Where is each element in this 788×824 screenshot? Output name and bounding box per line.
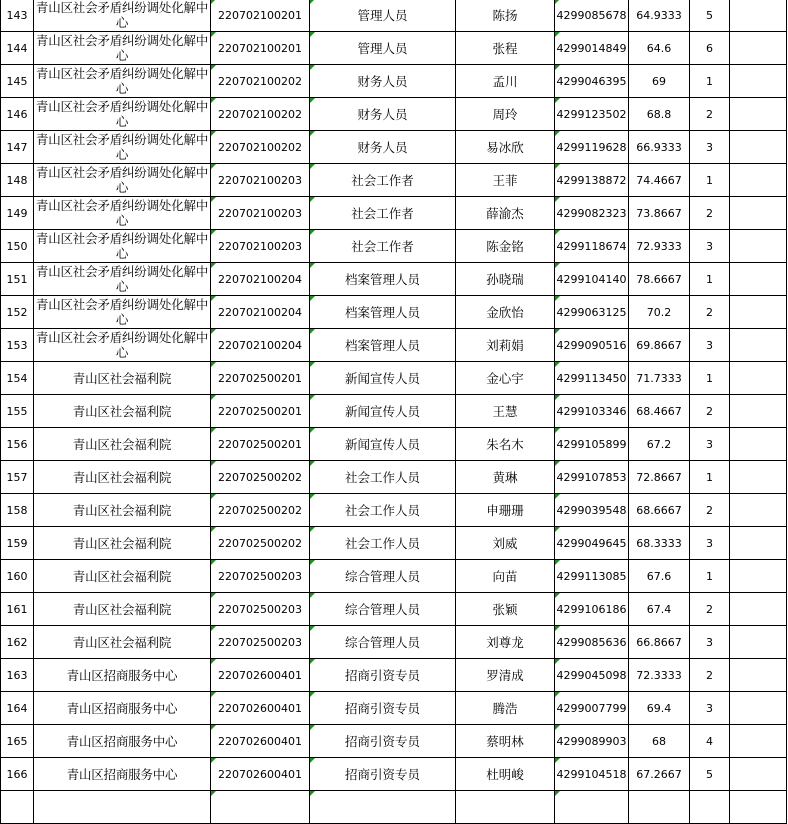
cell-extra[interactable] (730, 164, 787, 197)
cell-name[interactable]: 杜明峻 (456, 758, 555, 791)
table-row (1, 659, 787, 692)
cell-ticket[interactable] (555, 791, 629, 824)
cell-org[interactable] (34, 791, 211, 824)
cell-extra[interactable] (730, 659, 787, 692)
cell-position[interactable]: 管理人员 (310, 0, 456, 32)
cell-extra[interactable] (730, 0, 787, 32)
cell-org[interactable]: 青山区社会矛盾纠纷调处化解中心 (34, 164, 211, 197)
cell-ticket[interactable]: 4299085678 (555, 0, 629, 32)
cell-position[interactable]: 综合管理人员 (310, 593, 456, 626)
cell-ticket[interactable]: 4299082323 (555, 197, 629, 230)
cell-code[interactable]: 220702100201 (211, 32, 310, 65)
table-row (1, 197, 787, 230)
cell-org[interactable]: 青山区招商服务中心 (34, 659, 211, 692)
cell-extra[interactable] (730, 329, 787, 362)
cell-position[interactable]: 招商引资专员 (310, 692, 456, 725)
cell-ticket[interactable]: 4299063125 (555, 296, 629, 329)
cell-extra[interactable] (730, 296, 787, 329)
table-row (1, 263, 787, 296)
cell-extra[interactable] (730, 461, 787, 494)
cell-rank[interactable]: 3 (690, 230, 730, 263)
cell-name[interactable]: 刘威 (456, 527, 555, 560)
cell-name[interactable]: 腾浩 (456, 692, 555, 725)
cell-num[interactable]: 151 (1, 263, 34, 296)
cell-name[interactable]: 王慧 (456, 395, 555, 428)
table-row (1, 98, 787, 131)
cell-name[interactable]: 孟川 (456, 65, 555, 98)
cell-rank[interactable]: 2 (690, 593, 730, 626)
cell-position[interactable]: 财务人员 (310, 98, 456, 131)
cell-num[interactable]: 146 (1, 98, 34, 131)
cell-name[interactable]: 朱名木 (456, 428, 555, 461)
cell-org[interactable]: 青山区社会福利院 (34, 494, 211, 527)
cell-name[interactable]: 张程 (456, 32, 555, 65)
cell-ticket[interactable]: 4299039548 (555, 494, 629, 527)
cell-position[interactable]: 社会工作者 (310, 197, 456, 230)
cell-position[interactable]: 财务人员 (310, 131, 456, 164)
table-row (1, 527, 787, 560)
cell-num[interactable]: 161 (1, 593, 34, 626)
cell-name[interactable]: 黄琳 (456, 461, 555, 494)
cell-extra[interactable] (730, 560, 787, 593)
cell-score[interactable]: 69.4 (629, 692, 690, 725)
cell-ticket[interactable]: 4299138872 (555, 164, 629, 197)
cell-name[interactable]: 向苗 (456, 560, 555, 593)
cell-extra[interactable] (730, 263, 787, 296)
table-row (1, 230, 787, 263)
cell-score[interactable]: 71.7333 (629, 362, 690, 395)
cell-ticket[interactable]: 4299118674 (555, 230, 629, 263)
cell-org[interactable]: 青山区社会矛盾纠纷调处化解中心 (34, 263, 211, 296)
cell-score[interactable]: 66.8667 (629, 626, 690, 659)
cell-org[interactable]: 青山区招商服务中心 (34, 725, 211, 758)
cell-ticket[interactable]: 4299045098 (555, 659, 629, 692)
cell-code[interactable]: 220702500202 (211, 527, 310, 560)
cell-num[interactable]: 159 (1, 527, 34, 560)
cell-code[interactable]: 220702500201 (211, 362, 310, 395)
cell-extra[interactable] (730, 725, 787, 758)
table-row (1, 791, 787, 824)
cell-code[interactable]: 220702600401 (211, 725, 310, 758)
cell-position[interactable]: 财务人员 (310, 65, 456, 98)
table-row (1, 0, 787, 32)
cell-org[interactable]: 青山区招商服务中心 (34, 758, 211, 791)
table-row (1, 560, 787, 593)
cell-code[interactable]: 220702500203 (211, 560, 310, 593)
cell-rank[interactable]: 1 (690, 560, 730, 593)
cell-num[interactable]: 162 (1, 626, 34, 659)
cell-extra[interactable] (730, 362, 787, 395)
cell-score[interactable]: 64.6 (629, 32, 690, 65)
cell-org[interactable]: 青山区社会福利院 (34, 626, 211, 659)
cell-org[interactable]: 青山区社会福利院 (34, 593, 211, 626)
cell-score[interactable]: 68.3333 (629, 527, 690, 560)
cell-org[interactable]: 青山区社会矛盾纠纷调处化解中心 (34, 65, 211, 98)
cell-ticket[interactable]: 4299049645 (555, 527, 629, 560)
cell-rank[interactable]: 2 (690, 659, 730, 692)
cell-rank[interactable]: 3 (690, 626, 730, 659)
cell-rank[interactable]: 5 (690, 758, 730, 791)
table-row (1, 428, 787, 461)
cell-rank[interactable]: 1 (690, 362, 730, 395)
table-row (1, 131, 787, 164)
cell-score[interactable]: 68.8 (629, 98, 690, 131)
cell-code[interactable]: 220702500201 (211, 395, 310, 428)
cell-num[interactable]: 166 (1, 758, 34, 791)
cell-code[interactable]: 220702500202 (211, 461, 310, 494)
cell-position[interactable]: 社会工作者 (310, 164, 456, 197)
cell-ticket[interactable]: 4299085636 (555, 626, 629, 659)
cell-code[interactable]: 220702100203 (211, 197, 310, 230)
cell-score[interactable]: 67.2 (629, 428, 690, 461)
cell-org[interactable]: 青山区社会矛盾纠纷调处化解中心 (34, 197, 211, 230)
cell-num[interactable]: 158 (1, 494, 34, 527)
cell-rank[interactable]: 2 (690, 296, 730, 329)
table-row (1, 494, 787, 527)
cell-ticket[interactable]: 4299113450 (555, 362, 629, 395)
cell-org[interactable]: 青山区社会矛盾纠纷调处化解中心 (34, 296, 211, 329)
cell-extra[interactable] (730, 593, 787, 626)
cell-extra[interactable] (730, 32, 787, 65)
cell-org[interactable]: 青山区社会矛盾纠纷调处化解中心 (34, 230, 211, 263)
cell-name[interactable] (456, 791, 555, 824)
cell-extra[interactable] (730, 527, 787, 560)
table-row (1, 461, 787, 494)
cell-extra[interactable] (730, 98, 787, 131)
table-row (1, 692, 787, 725)
cell-num[interactable]: 147 (1, 131, 34, 164)
table-row (1, 395, 787, 428)
cell-score[interactable]: 66.9333 (629, 131, 690, 164)
cell-code[interactable]: 220702100204 (211, 296, 310, 329)
cell-rank[interactable]: 1 (690, 461, 730, 494)
cell-position[interactable]: 招商引资专员 (310, 659, 456, 692)
cell-rank[interactable]: 1 (690, 263, 730, 296)
cell-ticket[interactable]: 4299119628 (555, 131, 629, 164)
cell-score[interactable]: 73.8667 (629, 197, 690, 230)
cell-extra[interactable] (730, 131, 787, 164)
table-row (1, 758, 787, 791)
cell-num[interactable] (1, 791, 34, 824)
cell-rank[interactable]: 5 (690, 0, 730, 32)
cell-score[interactable]: 70.2 (629, 296, 690, 329)
cell-ticket[interactable]: 4299103346 (555, 395, 629, 428)
table-row (1, 626, 787, 659)
cell-code[interactable]: 220702600401 (211, 758, 310, 791)
cell-org[interactable]: 青山区社会福利院 (34, 461, 211, 494)
cell-code[interactable]: 220702100201 (211, 0, 310, 32)
table-row (1, 164, 787, 197)
cell-code[interactable]: 220702100203 (211, 164, 310, 197)
cell-position[interactable]: 社会工作人员 (310, 527, 456, 560)
cell-score[interactable]: 68.4667 (629, 395, 690, 428)
cell-name[interactable]: 金欣怡 (456, 296, 555, 329)
cell-position[interactable]: 社会工作人员 (310, 494, 456, 527)
cell-name[interactable]: 张颖 (456, 593, 555, 626)
table-row (1, 362, 787, 395)
cell-score[interactable]: 74.4667 (629, 164, 690, 197)
cell-rank[interactable]: 3 (690, 131, 730, 164)
cell-ticket[interactable]: 4299046395 (555, 65, 629, 98)
cell-name[interactable]: 薛渝杰 (456, 197, 555, 230)
cell-rank[interactable]: 1 (690, 164, 730, 197)
cell-org[interactable]: 青山区社会矛盾纠纷调处化解中心 (34, 0, 211, 32)
cell-score[interactable]: 67.2667 (629, 758, 690, 791)
cell-num[interactable]: 153 (1, 329, 34, 362)
cell-num[interactable]: 160 (1, 560, 34, 593)
cell-num[interactable]: 156 (1, 428, 34, 461)
cell-extra[interactable] (730, 791, 787, 824)
cell-name[interactable]: 王菲 (456, 164, 555, 197)
cell-ticket[interactable]: 4299113085 (555, 560, 629, 593)
cell-num[interactable]: 143 (1, 0, 34, 32)
cell-num[interactable]: 145 (1, 65, 34, 98)
cell-name[interactable]: 孙晓瑞 (456, 263, 555, 296)
cell-score[interactable]: 67.4 (629, 593, 690, 626)
cell-rank[interactable]: 3 (690, 329, 730, 362)
cell-score[interactable]: 72.3333 (629, 659, 690, 692)
cell-num[interactable]: 157 (1, 461, 34, 494)
cell-org[interactable]: 青山区招商服务中心 (34, 692, 211, 725)
cell-ticket[interactable]: 4299089903 (555, 725, 629, 758)
cell-code[interactable]: 220702100204 (211, 263, 310, 296)
cell-score[interactable]: 72.8667 (629, 461, 690, 494)
cell-rank[interactable]: 6 (690, 32, 730, 65)
table-row (1, 329, 787, 362)
cell-name[interactable]: 周玲 (456, 98, 555, 131)
cell-num[interactable]: 165 (1, 725, 34, 758)
cell-ticket[interactable]: 4299105899 (555, 428, 629, 461)
cell-position[interactable]: 招商引资专员 (310, 725, 456, 758)
cell-rank[interactable]: 3 (690, 428, 730, 461)
cell-score[interactable]: 69 (629, 65, 690, 98)
cell-position[interactable]: 档案管理人员 (310, 296, 456, 329)
cell-extra[interactable] (730, 197, 787, 230)
cell-extra[interactable] (730, 395, 787, 428)
cell-extra[interactable] (730, 230, 787, 263)
cell-num[interactable]: 144 (1, 32, 34, 65)
cell-score[interactable]: 72.9333 (629, 230, 690, 263)
cell-org[interactable]: 青山区社会矛盾纠纷调处化解中心 (34, 32, 211, 65)
table-body (1, 0, 787, 824)
cell-num[interactable]: 164 (1, 692, 34, 725)
cell-name[interactable]: 蔡明林 (456, 725, 555, 758)
cell-score[interactable]: 67.6 (629, 560, 690, 593)
cell-extra[interactable] (730, 626, 787, 659)
cell-score[interactable]: 68 (629, 725, 690, 758)
cell-org[interactable]: 青山区社会福利院 (34, 428, 211, 461)
cell-rank[interactable]: 3 (690, 692, 730, 725)
cell-extra[interactable] (730, 692, 787, 725)
cell-num[interactable]: 150 (1, 230, 34, 263)
cell-code[interactable]: 220702100202 (211, 98, 310, 131)
cell-rank[interactable]: 2 (690, 197, 730, 230)
cell-rank[interactable] (690, 791, 730, 824)
cell-num[interactable]: 163 (1, 659, 34, 692)
cell-position[interactable]: 综合管理人员 (310, 626, 456, 659)
cell-org[interactable]: 青山区社会福利院 (34, 527, 211, 560)
cell-num[interactable]: 155 (1, 395, 34, 428)
cell-rank[interactable]: 2 (690, 395, 730, 428)
cell-extra[interactable] (730, 428, 787, 461)
table-row (1, 725, 787, 758)
cell-org[interactable]: 青山区社会福利院 (34, 395, 211, 428)
cell-org[interactable]: 青山区社会福利院 (34, 560, 211, 593)
cell-position[interactable]: 招商引资专员 (310, 758, 456, 791)
cell-code[interactable]: 220702500203 (211, 626, 310, 659)
cell-score[interactable]: 69.8667 (629, 329, 690, 362)
cell-num[interactable]: 152 (1, 296, 34, 329)
cell-position[interactable]: 新闻宣传人员 (310, 395, 456, 428)
cell-name[interactable]: 金心宇 (456, 362, 555, 395)
table-row (1, 593, 787, 626)
cell-rank[interactable]: 2 (690, 494, 730, 527)
cell-rank[interactable]: 1 (690, 65, 730, 98)
cell-position[interactable] (310, 791, 456, 824)
cell-code[interactable]: 220702600401 (211, 692, 310, 725)
cell-code[interactable]: 220702600401 (211, 659, 310, 692)
cell-num[interactable]: 148 (1, 164, 34, 197)
cell-score[interactable]: 64.9333 (629, 0, 690, 32)
cell-rank[interactable]: 4 (690, 725, 730, 758)
cell-extra[interactable] (730, 65, 787, 98)
cell-code[interactable]: 220702100204 (211, 329, 310, 362)
cell-num[interactable]: 149 (1, 197, 34, 230)
cell-code[interactable]: 220702500202 (211, 494, 310, 527)
cell-position[interactable]: 综合管理人员 (310, 560, 456, 593)
cell-code[interactable]: 220702100203 (211, 230, 310, 263)
cell-position[interactable]: 管理人员 (310, 32, 456, 65)
cell-ticket[interactable]: 4299090516 (555, 329, 629, 362)
cell-extra[interactable] (730, 758, 787, 791)
cell-name[interactable]: 罗清成 (456, 659, 555, 692)
cell-rank[interactable]: 2 (690, 98, 730, 131)
cell-code[interactable] (211, 791, 310, 824)
cell-org[interactable]: 青山区社会福利院 (34, 362, 211, 395)
cell-ticket[interactable]: 4299014849 (555, 32, 629, 65)
cell-name[interactable]: 易冰欣 (456, 131, 555, 164)
cell-ticket[interactable]: 4299007799 (555, 692, 629, 725)
table-row (1, 65, 787, 98)
cell-position[interactable]: 档案管理人员 (310, 329, 456, 362)
cell-position[interactable]: 档案管理人员 (310, 263, 456, 296)
cell-position[interactable]: 新闻宣传人员 (310, 362, 456, 395)
cell-name[interactable]: 陈扬 (456, 0, 555, 32)
cell-org[interactable]: 青山区社会矛盾纠纷调处化解中心 (34, 329, 211, 362)
cell-ticket[interactable]: 4299104140 (555, 263, 629, 296)
cell-org[interactable]: 青山区社会矛盾纠纷调处化解中心 (34, 98, 211, 131)
cell-name[interactable]: 刘莉娟 (456, 329, 555, 362)
cell-ticket[interactable]: 4299123502 (555, 98, 629, 131)
cell-position[interactable]: 社会工作者 (310, 230, 456, 263)
cell-ticket[interactable]: 4299107853 (555, 461, 629, 494)
cell-name[interactable]: 申珊珊 (456, 494, 555, 527)
table-row (1, 296, 787, 329)
cell-score[interactable]: 68.6667 (629, 494, 690, 527)
cell-name[interactable]: 陈金铭 (456, 230, 555, 263)
cell-num[interactable]: 154 (1, 362, 34, 395)
cell-code[interactable]: 220702500201 (211, 428, 310, 461)
cell-ticket[interactable]: 4299104518 (555, 758, 629, 791)
cell-score[interactable] (629, 791, 690, 824)
cell-name[interactable]: 刘尊龙 (456, 626, 555, 659)
cell-extra[interactable] (730, 494, 787, 527)
cell-position[interactable]: 新闻宣传人员 (310, 428, 456, 461)
cell-org[interactable]: 青山区社会矛盾纠纷调处化解中心 (34, 131, 211, 164)
cell-code[interactable]: 220702500203 (211, 593, 310, 626)
cell-ticket[interactable]: 4299106186 (555, 593, 629, 626)
cell-code[interactable]: 220702100202 (211, 131, 310, 164)
cell-position[interactable]: 社会工作人员 (310, 461, 456, 494)
cell-score[interactable]: 78.6667 (629, 263, 690, 296)
cell-rank[interactable]: 3 (690, 527, 730, 560)
cell-code[interactable]: 220702100202 (211, 65, 310, 98)
table-row (1, 32, 787, 65)
